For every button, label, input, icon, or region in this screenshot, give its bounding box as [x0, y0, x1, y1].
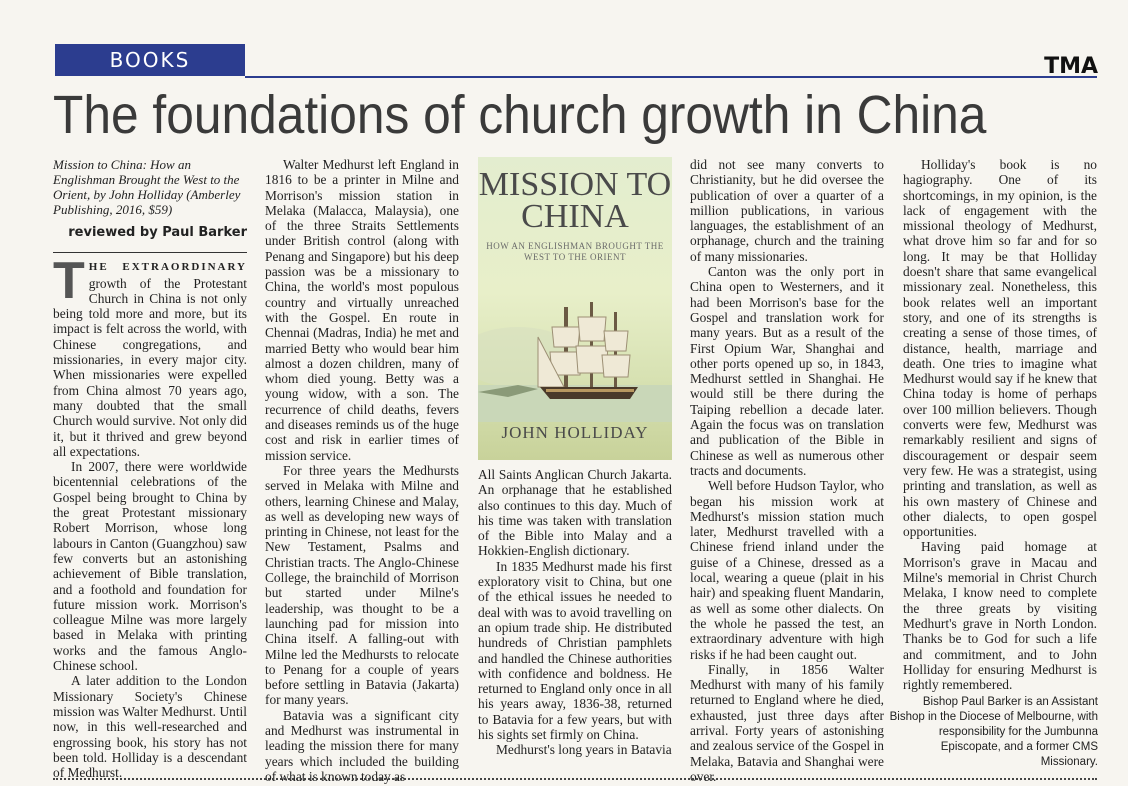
article-paragraph: In 1835 Medhurst made his first exploratory visit to China, but one of the ethical issues he needed to deal with was to avoid travelling on an opium trade ship. He distributed hundreds of Christian pamphlets and handled the Chinese authorities with confidence and boldness. He returned to England only once in all his years away, 1836-38, returned to Batavia for a few years, but with his sights set firmly on China.: [478, 558, 672, 743]
book-citation: Mission to China: How an Englishman Brought the West to the Orient, by John Holliday (Amberley Publishing, 2016, $59): [53, 157, 241, 217]
article-paragraph: All Saints Anglican Church Jakarta. An orphanage that he established also continues to this day. Much of his time was taken with translation of the Bible into Malay and a Hokkien-English dictionary.: [478, 467, 672, 559]
article-paragraph: Batavia was a significant city and Medhurst was instrumental in leading the mission there for many years which included the building of what is known today as: [265, 707, 459, 784]
cover-title: MISSION TO CHINA: [478, 166, 672, 235]
article-paragraph: Canton was the only port in China open to Westerners, and it had been Morrison's base for the Gospel and translation work for many years. But as a result of the First Opium War, Shanghai and other ports opened up so, in 1843, Medhurst settled in Shanghai. He would still be there during the Taiping rebellion a decade later. Again the focus was on translation and publication of the Bible in Chinese as well as numerous other tracts and documents.: [690, 264, 884, 478]
article-headline: The foundations of church growth in China: [53, 85, 987, 145]
article-paragraph: Medhurst's long years in Batavia: [496, 742, 672, 758]
lead-in: HE EXTRAORDINARY: [88, 261, 247, 274]
article-paragraph: Holliday's book is no hagiography. One of its shortcomings, in my opinion, is the lack of engagement with the missional theology of Medhurst, what drove him so far and for so long. It may be that Holliday doesn't share that same evangelical missionary zeal. Nonetheless, this book relates well an important story, and one of its strengths is creating a sense of those times, of distance, health, marriage and death. One tries to imagine what Medhurst would say if he knew that China today is home of perhaps over 100 million believers. Though converts were few, Medhurst was remarkably resilient and signs of discouragement or despair seem very few. He was a strategist, using printing and translation, as well as his own mastery of Chinese and other dialects, to open gospel opportunities.: [903, 157, 1097, 540]
masthead-logo: TMA: [1044, 54, 1098, 79]
section-label: BOOKS: [55, 44, 245, 76]
article-column-3: [478, 467, 672, 758]
article-paragraph: In 2007, there were worldwide bicentennial celebrations of the Gospel being brought to China by the great Protestant missionary Robert Morrison, whose long labours in Canton (Guangzhou) saw few converts but an astonishing achievement of Bible translation, and a foothold and foundation for future mission work. Morrison's colleague Milne was more largely based in Melaka with printing works and the famous Anglo-Chinese school.: [53, 459, 247, 674]
article-paragraph: did not see many converts to Christianity, but he did oversee the publication of over a quarter of a million publications, in various languages, the establishment of an orphanage, church and the training of many missionaries.: [690, 157, 884, 264]
header-rule: [245, 76, 1097, 78]
drop-cap: T: [53, 252, 85, 311]
author-bio: Bishop Paul Barker is an Assistant Bishop in the Diocese of Melbourne, with responsibility for the Jumbunna Episcopate, and a former CMS Missionary.: [889, 696, 1098, 768]
article-paragraph: A later addition to the London Missionary Society's Chinese mission was Walter Medhurst. Until now, in this well-researched and engrossing book, his story has not been told. Holliday is a descendant of Medhurst.: [53, 673, 247, 781]
article-paragraph: For three years the Medhursts served in Melaka with Milne and others, learning Chinese and Malay, as well as developing new ways of printing in Chinese, not least for the New Testament, Psalms and Christian tracts. The Anglo-Chinese College, the brainchild of Morrison but started under Milne's leadership, was thought to be a launching pad for mission into China itself. A falling-out with Milne led the Medhursts to relocate to Penang for a couple of years before settling in Batavia (Jakarta) for many years.: [265, 462, 459, 708]
article-column-5: [903, 157, 1097, 692]
book-cover-image: [478, 157, 672, 460]
article-paragraph: Finally, in 1856 Walter Medhurst with many of his family returned to England where he died, exhausted, just three days after arrival. Forty years of astonishing and zealous service of the Gospel in Melaka, Batavia and Shanghai were over.: [690, 661, 884, 784]
article-column-1: [53, 157, 247, 780]
article-paragraph: Having paid homage at Morrison's grave in Macau and Milne's memorial in Christ Church Melaka, I know need to complete the three greats by visiting Medhurt's grave in North London. Thanks be to God for such a life and commitment, and to John Holliday for ensuring Medhurst is rightly remembered.: [903, 539, 1097, 693]
article-paragraph: Well before Hudson Taylor, who began his mission work at Medhurst's mission station much later, Medhurst travelled with a Chinese friend inland under the guise of a Chinese, dressed as a local, wearing a queue (plait in his hair) and speaking fluent Mandarin, as well as some other dialects. On the whole he passed the test, an extraordinary adventure with high risks if he had been caught out.: [690, 478, 884, 662]
cover-author: JOHN HOLLIDAY: [501, 423, 649, 442]
article-paragraph: [53, 252, 247, 459]
paragraph-text: growth of the Protestant Church in China is not only being told more and more, but its impact is felt across the world, with Chinese congregations, and missionaries, in every major city. When missionaries were expelled from China almost 70 years ago, many doubted that the small Church would survive. Not only did it, but it thrived and grew beyond all expectations.: [53, 275, 247, 459]
sailing-ship-illustration: [478, 297, 672, 422]
footer-dotted-rule: [53, 778, 1097, 780]
cover-subtitle: HOW AN ENGLISHMAN BROUGHT THE WEST TO THE ORIENT: [486, 241, 664, 262]
article-column-4: [690, 157, 884, 784]
article-column-2: [265, 157, 459, 784]
reviewer-byline: reviewed by Paul Barker: [53, 225, 247, 253]
article-paragraph: Walter Medhurst left England in 1816 to be a printer in Milne and Morrison's mission station in Melaka (Malacca, Malaysia), one of the three Straits Settlements under British control (along with Penang and Singapore) but his deep passion was be a missionary to China, the world's most populous country and virtually unreached with the Gospel. En route in Chennai (Madras, India) he met and married Betty who would bear him almost a dozen children, many of whom died young. Betty was a young widow, with a son. The recurrence of child deaths, fevers and diseases reminds us of the huge cost and risk in earlier times of mission service.: [265, 157, 459, 463]
